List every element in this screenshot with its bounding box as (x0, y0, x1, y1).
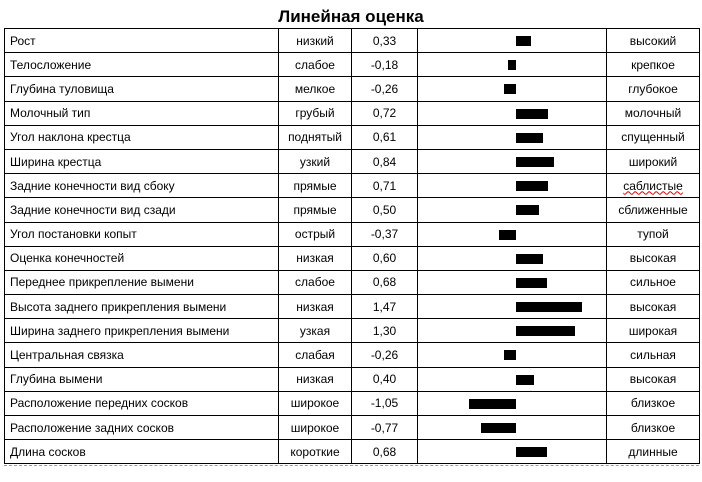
trait-label: Молочный тип (5, 101, 279, 125)
bar-mark (516, 36, 531, 46)
low-pole-label: слабое (279, 53, 352, 77)
low-pole-label: широкое (279, 416, 352, 440)
trait-label: Центральная связка (5, 343, 279, 367)
high-pole-label (607, 198, 700, 222)
value-label: 0,71 (352, 174, 418, 198)
value-label: 0,33 (352, 29, 418, 53)
high-pole-label (607, 270, 700, 294)
value-label: 0,68 (352, 270, 418, 294)
bar-cell (418, 174, 607, 198)
bar-mark (508, 60, 516, 70)
low-pole-label: слабое (279, 270, 352, 294)
bar-mark (504, 350, 516, 360)
low-pole-label: прямые (279, 198, 352, 222)
value-label: -0,26 (352, 343, 418, 367)
high-pole-label (607, 343, 700, 367)
trait-label: Высота заднего прикрепления вымени (5, 295, 279, 319)
high-pole-text: крепкое (631, 57, 675, 72)
table-row (5, 77, 700, 101)
bar-mark (469, 399, 516, 409)
high-pole-text: глубокое (628, 81, 678, 96)
high-pole-text: широкая (628, 323, 678, 338)
bar-mark (499, 230, 516, 240)
table-row (5, 246, 700, 270)
bar-mark (516, 157, 554, 167)
low-pole-label: острый (279, 222, 352, 246)
bar-mark (516, 254, 543, 264)
page-break-line (4, 465, 699, 466)
high-pole-text: молочный (624, 106, 682, 121)
bar-cell (418, 125, 607, 149)
trait-label: Угол наклона крестца (5, 125, 279, 149)
bar-cell (418, 416, 607, 440)
bar-cell (418, 367, 607, 391)
trait-label: Угол постановки копыт (5, 222, 279, 246)
table-row (5, 198, 700, 222)
high-pole-text: длинные (628, 444, 678, 459)
trait-label: Задние конечности вид сзади (5, 198, 279, 222)
value-label: 0,50 (352, 198, 418, 222)
trait-label: Рост (5, 29, 279, 53)
value-label: -0,37 (352, 222, 418, 246)
trait-label: Задние конечности вид сбоку (5, 174, 279, 198)
low-pole-label: узкий (279, 149, 352, 173)
bar-mark (516, 326, 575, 336)
value-label: 0,40 (352, 367, 418, 391)
trait-label: Ширина заднего прикрепления вымени (5, 319, 279, 343)
bar-cell (418, 440, 607, 464)
high-pole-label (607, 319, 700, 343)
evaluation-rows (5, 29, 700, 464)
high-pole-text: спущенный (621, 130, 685, 145)
bar-cell (418, 101, 607, 125)
bar-mark (516, 181, 548, 191)
value-label: 1,30 (352, 319, 418, 343)
bar-cell (418, 77, 607, 101)
low-pole-label: низкая (279, 246, 352, 270)
high-pole-label (607, 295, 700, 319)
trait-label: Расположение задних сосков (5, 416, 279, 440)
value-label: -0,18 (352, 53, 418, 77)
high-pole-label (607, 391, 700, 415)
value-label: 0,68 (352, 440, 418, 464)
low-pole-label: мелкое (279, 77, 352, 101)
high-pole-label (607, 174, 700, 198)
bar-cell (418, 319, 607, 343)
value-label: 0,72 (352, 101, 418, 125)
trait-label: Ширина крестца (5, 149, 279, 173)
table-row (5, 319, 700, 343)
table-row (5, 125, 700, 149)
high-pole-label (607, 53, 700, 77)
bar-mark (516, 375, 534, 385)
low-pole-label: узкая (279, 319, 352, 343)
low-pole-label: прямые (279, 174, 352, 198)
table-row (5, 53, 700, 77)
high-pole-text: высокая (629, 372, 677, 387)
high-pole-text: сближенные (618, 202, 688, 217)
low-pole-label: слабая (279, 343, 352, 367)
bar-cell (418, 198, 607, 222)
trait-label: Оценка конечностей (5, 246, 279, 270)
bar-cell (418, 295, 607, 319)
high-pole-text: тупой (637, 227, 669, 242)
bar-cell (418, 29, 607, 53)
value-label: -1,05 (352, 391, 418, 415)
high-pole-text: высокий (629, 33, 677, 48)
bar-mark (516, 302, 582, 312)
table-row (5, 391, 700, 415)
value-label: 0,61 (352, 125, 418, 149)
high-pole-text: близкое (630, 420, 676, 435)
low-pole-label: грубый (279, 101, 352, 125)
low-pole-label: короткие (279, 440, 352, 464)
value-label: -0,77 (352, 416, 418, 440)
high-pole-text: широкий (628, 154, 678, 169)
table-row (5, 270, 700, 294)
value-label: 0,84 (352, 149, 418, 173)
bar-cell (418, 53, 607, 77)
high-pole-label (607, 77, 700, 101)
low-pole-label: широкое (279, 391, 352, 415)
value-label: -0,26 (352, 77, 418, 101)
bar-cell (418, 246, 607, 270)
evaluation-table (4, 28, 700, 464)
bar-cell (418, 391, 607, 415)
table-row (5, 174, 700, 198)
bar-mark (481, 423, 516, 433)
high-pole-label (607, 29, 700, 53)
bar-mark (516, 133, 543, 143)
bar-mark (504, 84, 516, 94)
table-row (5, 29, 700, 53)
table-row (5, 149, 700, 173)
bar-cell (418, 270, 607, 294)
bar-mark (516, 205, 539, 215)
table-row (5, 295, 700, 319)
trait-label: Глубина туловища (5, 77, 279, 101)
high-pole-text: высокая (629, 251, 677, 266)
low-pole-label: низкий (279, 29, 352, 53)
high-pole-label (607, 246, 700, 270)
bar-cell (418, 343, 607, 367)
table-row (5, 416, 700, 440)
chart-title: Линейная оценка (278, 7, 424, 26)
low-pole-label: низкая (279, 295, 352, 319)
table-row (5, 440, 700, 464)
table-row (5, 367, 700, 391)
low-pole-label: низкая (279, 367, 352, 391)
trait-label: Переднее прикрепление вымени (5, 270, 279, 294)
high-pole-label (607, 125, 700, 149)
bar-cell (418, 222, 607, 246)
high-pole-label (607, 101, 700, 125)
trait-label: Расположение передних сосков (5, 391, 279, 415)
high-pole-label (607, 222, 700, 246)
trait-label: Телосложение (5, 53, 279, 77)
high-pole-label (607, 416, 700, 440)
value-label: 0,60 (352, 246, 418, 270)
high-pole-text: саблистые (623, 178, 683, 193)
bar-mark (516, 447, 547, 457)
low-pole-label: поднятый (279, 125, 352, 149)
high-pole-text: сильная (630, 348, 676, 363)
table-row (5, 222, 700, 246)
table-row (5, 101, 700, 125)
value-label: 1,47 (352, 295, 418, 319)
bar-cell (418, 149, 607, 173)
high-pole-text: сильное (630, 275, 676, 290)
trait-label: Глубина вымени (5, 367, 279, 391)
table-row (5, 343, 700, 367)
high-pole-label (607, 149, 700, 173)
bar-mark (516, 278, 547, 288)
high-pole-text: близкое (630, 396, 676, 411)
bar-mark (516, 109, 548, 119)
trait-label: Длина сосков (5, 440, 279, 464)
high-pole-text: высокая (629, 299, 677, 314)
high-pole-label (607, 367, 700, 391)
high-pole-label (607, 440, 700, 464)
